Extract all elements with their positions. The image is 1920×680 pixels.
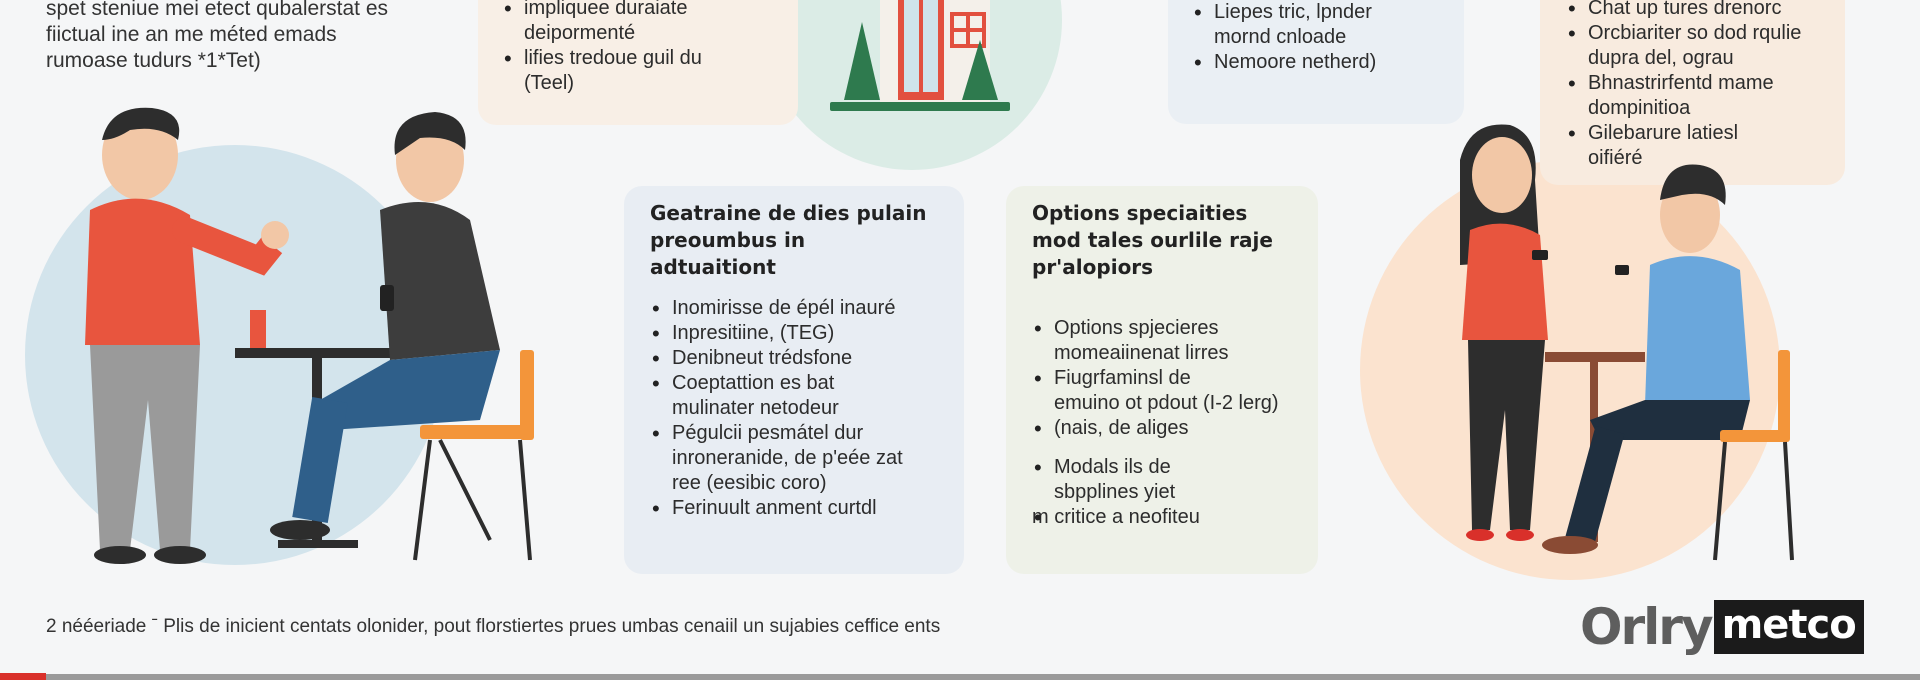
list-item: • Nemoore netherd)	[1192, 50, 1462, 75]
accent-bar-red	[0, 673, 46, 680]
table-top	[1545, 352, 1645, 362]
list-item: • Orcbiariter so dod rqulie dupra del, ograu	[1566, 21, 1846, 71]
seated-man-shirt	[1645, 256, 1750, 405]
tree-left-icon	[844, 22, 880, 100]
card-right-list	[1032, 316, 1312, 530]
card-right-title: Options speciaities mod tales ourlile raje pr'alopiors	[1032, 201, 1273, 279]
brand-logo: Orlry metco	[1580, 598, 1864, 656]
card-mid-list	[650, 296, 950, 521]
phone-icon	[1532, 250, 1548, 260]
list-item: • Denibneut trédsfone	[650, 346, 950, 371]
list-item: • Pégulcii pesmátel dur inroneranide, de p'eée zat ree (eesibic coro)	[650, 421, 950, 496]
list-item: • Coeptattion es bat mulinater netodeur	[650, 371, 950, 421]
house-ground	[830, 102, 1010, 111]
list-item: • Liepes tric, lpnder mornd cnloade	[1192, 0, 1462, 50]
phone-icon	[1615, 265, 1629, 275]
list-item: • Fiugrfaminsl de emuino ot pdout (I-2 lerg)	[1032, 366, 1312, 416]
list-item: • Options spjecieres momeaiinenat lirres	[1032, 316, 1312, 366]
standing-man-pants	[90, 345, 200, 550]
list-item: • Modals ils de sbpplines yiet	[1032, 455, 1312, 505]
table-top	[235, 348, 405, 358]
list-item: • Inomirisse de épél inauré	[650, 296, 950, 321]
seated-man-pants	[320, 350, 500, 430]
top-card-2-list	[502, 0, 792, 96]
list-item: • m critice a neofiteu	[1032, 505, 1312, 530]
card-right	[1006, 186, 1318, 574]
house-illustration	[820, 0, 1020, 115]
card-mid	[624, 186, 964, 574]
accent-bar-grey	[46, 674, 1920, 680]
list-item: • Ferinuult anment curtdl	[650, 496, 950, 521]
list-item: • Chat up tures drenorc	[1566, 0, 1846, 21]
list-item: • impliquee duraiate deipormenté	[502, 0, 792, 46]
top-card-3-list	[1192, 0, 1462, 75]
list-item: • (nais, de aliges	[1032, 416, 1312, 441]
footer-text: 2 nééeriade ˉ Plis de inicient centats olonider, pout florstiertes prues umbas cenaiil un sujabies ceffice ents	[46, 616, 941, 637]
list-item: • lifies tredoue guil du (Teel)	[502, 46, 792, 96]
woman-head	[1472, 137, 1532, 213]
top-left-text: spet steniue mei etect qubalerstat es fiictual ine an me méted emads rumoase tudurs *1*Tet)	[46, 0, 389, 72]
right-scene-illustration	[1420, 120, 1800, 580]
list-item: • Inpresitiine, (TEG)	[650, 321, 950, 346]
card-mid-title: Geatraine de dies pulain preoumbus in adtuaitiont	[650, 201, 927, 279]
woman-shirt	[1462, 224, 1548, 340]
drink-icon	[250, 310, 266, 348]
woman-pants	[1468, 340, 1545, 530]
list-item: • Bhnastrirfentd mame dompinitioa	[1566, 71, 1846, 121]
seated-man-jacket	[380, 202, 500, 360]
phone-icon	[380, 285, 394, 311]
left-scene-illustration	[60, 100, 560, 570]
list-item: • Gilebarure latiesl oifiéré	[1566, 121, 1846, 171]
chair-seat	[420, 425, 530, 439]
